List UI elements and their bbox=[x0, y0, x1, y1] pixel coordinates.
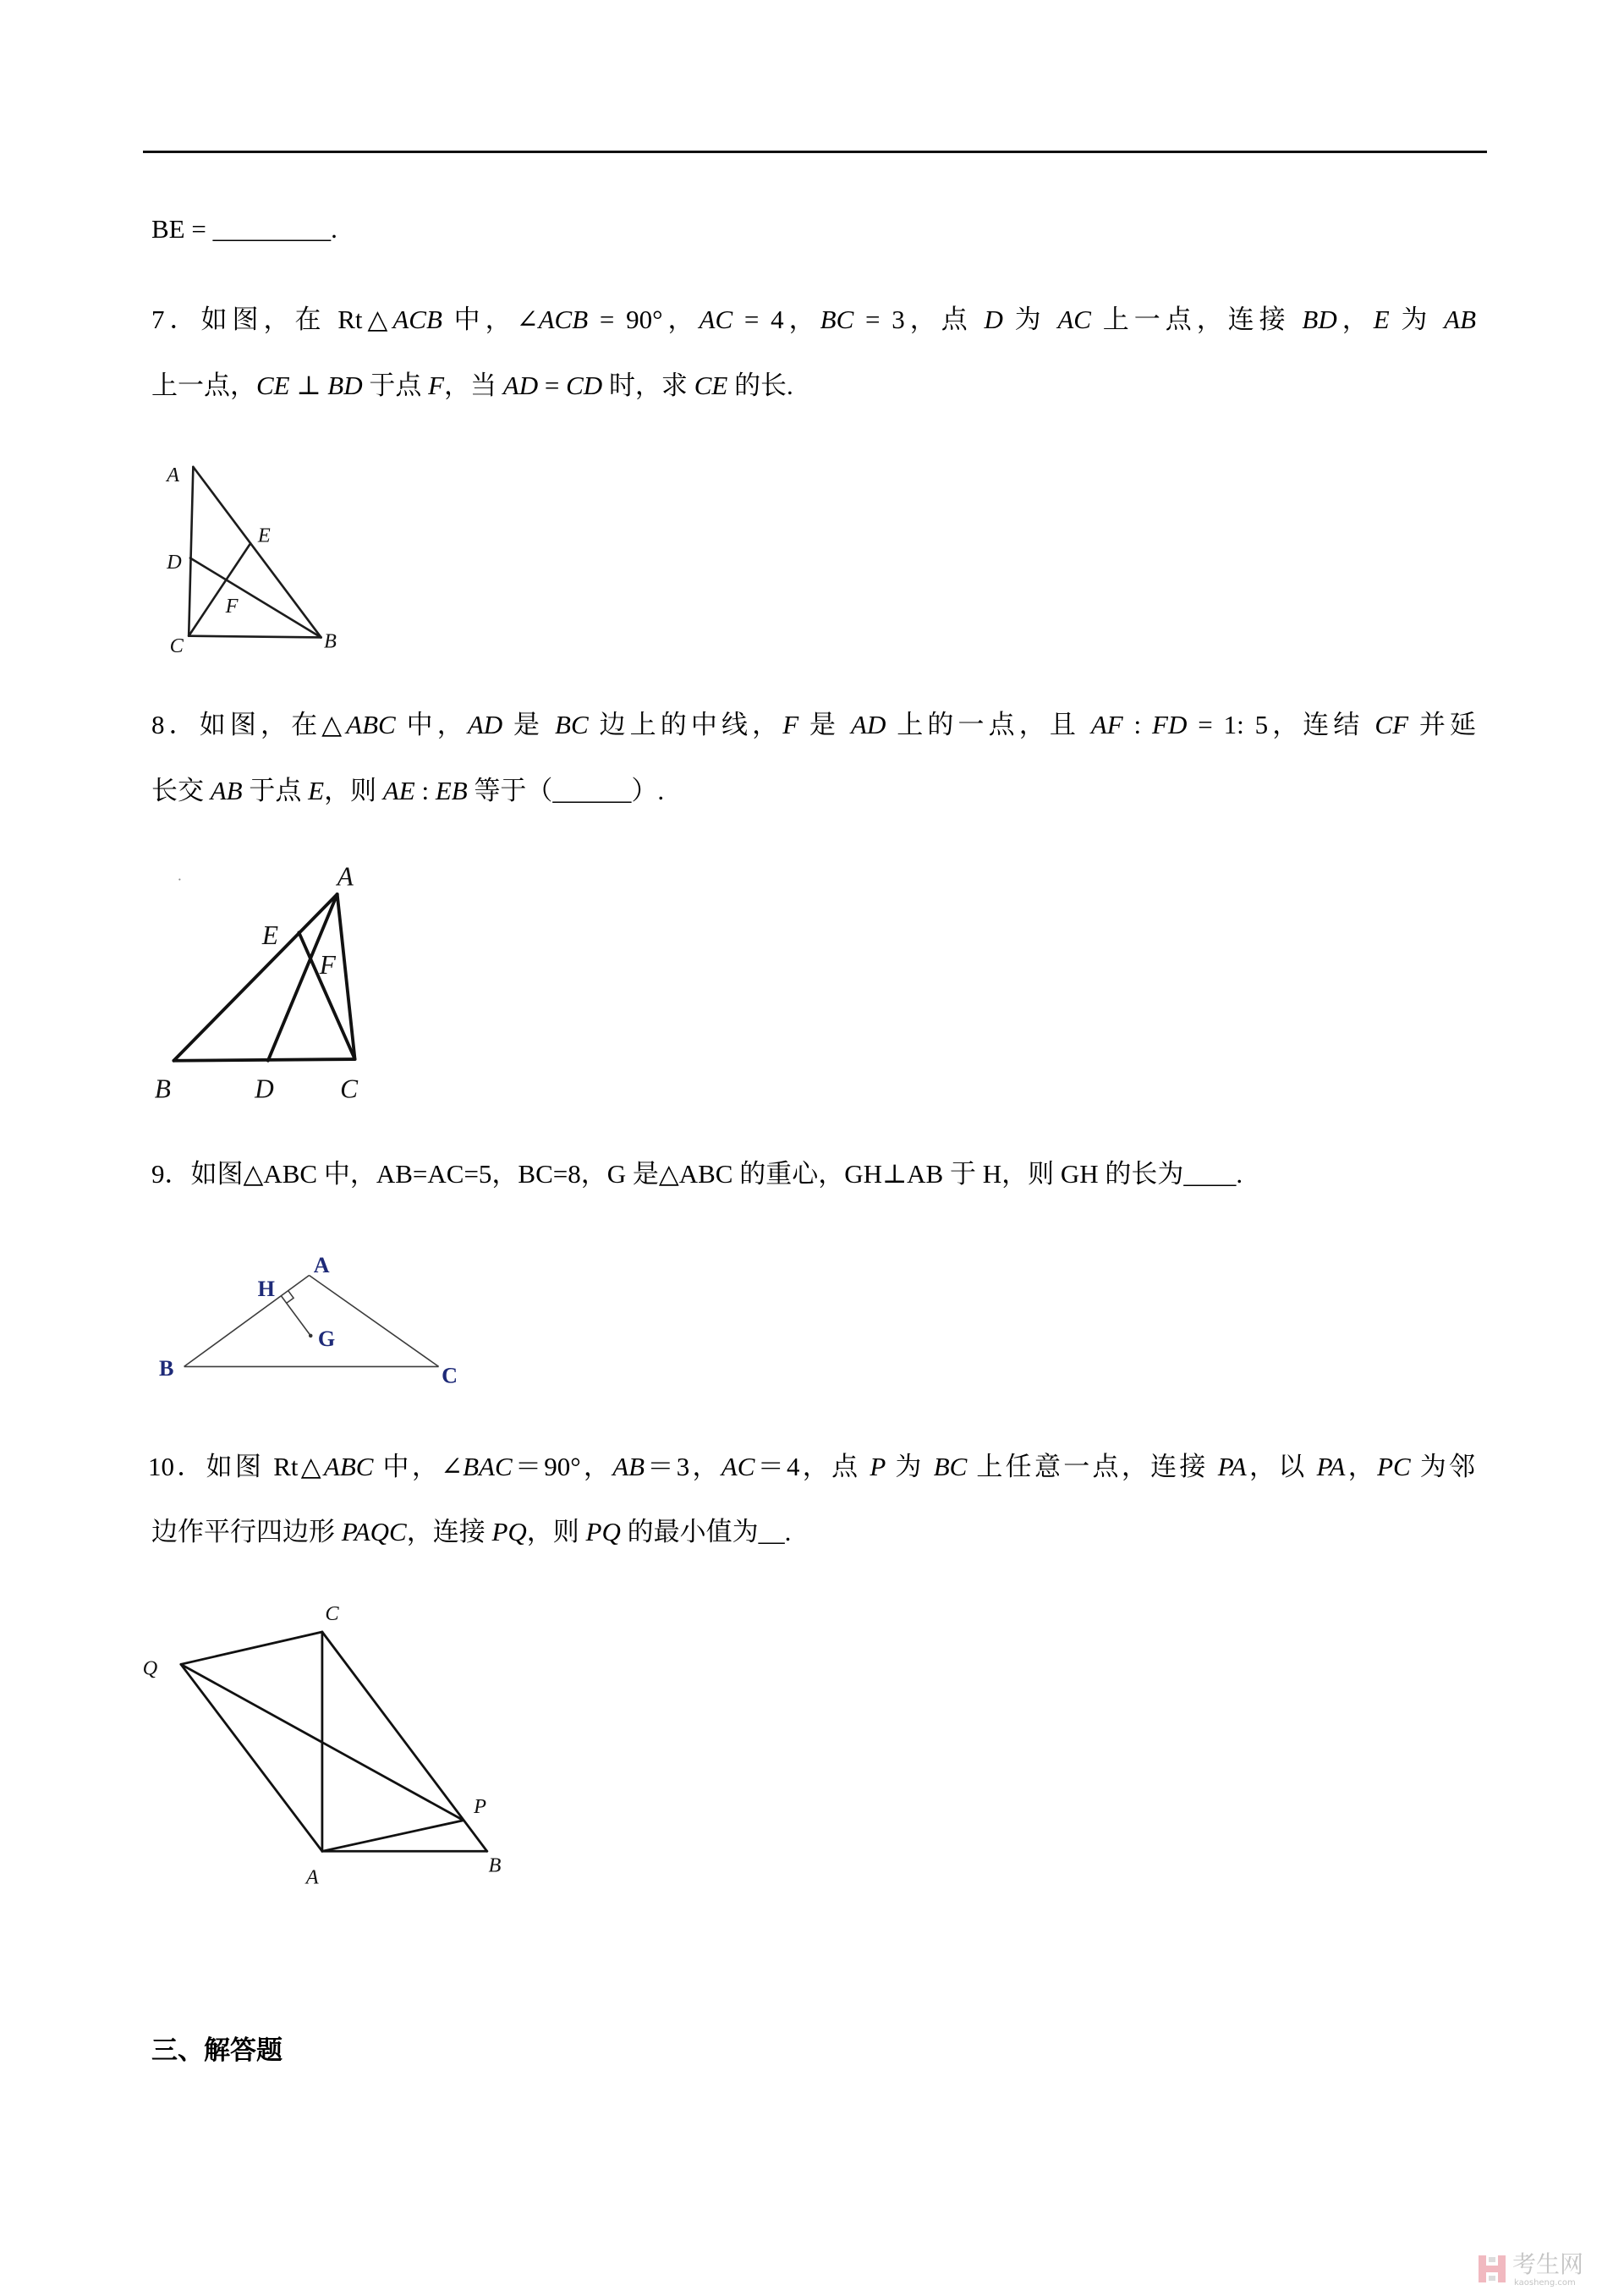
text-segment: 的最小值为__. bbox=[620, 1517, 792, 1546]
question-9-line-1 bbox=[151, 1158, 1243, 1190]
figure-label-q: Q bbox=[142, 1656, 158, 1680]
text-segment: ，以 bbox=[1246, 1452, 1317, 1481]
text-segment: 中， bbox=[395, 710, 468, 739]
text-segment: 上一点， bbox=[151, 371, 256, 400]
figure-label-b: B bbox=[159, 1355, 174, 1381]
math-variable: ACB bbox=[392, 305, 442, 334]
figure-label-a: A bbox=[167, 464, 179, 487]
question-10-line-1 bbox=[148, 1451, 1475, 1483]
figure-label-d: D bbox=[255, 1074, 274, 1104]
math-variable: D bbox=[984, 305, 1003, 334]
right-angle-marker bbox=[287, 1291, 294, 1304]
math-variable: AC bbox=[1057, 305, 1091, 334]
text-segment: 上任意一点，连接 bbox=[967, 1452, 1218, 1481]
math-variable: EB bbox=[435, 776, 468, 805]
math-variable: AB bbox=[210, 776, 243, 805]
text-segment: ， bbox=[1345, 1452, 1378, 1481]
figure-label-b: B bbox=[488, 1854, 502, 1877]
math-variable: ABC bbox=[346, 710, 396, 739]
text-segment: 的长. bbox=[727, 371, 793, 400]
math-variable: AB bbox=[612, 1452, 645, 1481]
figure-7-triangle bbox=[155, 449, 354, 662]
math-variable: BC bbox=[933, 1452, 968, 1481]
question-7-line-1 bbox=[151, 304, 1476, 336]
math-variable: E bbox=[1373, 305, 1390, 334]
text-segment: 7．如图，在 bbox=[151, 305, 338, 334]
figure-label-h: H bbox=[257, 1276, 275, 1301]
math-variable: PA bbox=[1316, 1452, 1346, 1481]
question-8-line-2 bbox=[151, 775, 664, 807]
text-segment: ， bbox=[1336, 305, 1374, 334]
text-segment: BE = _________. bbox=[151, 214, 337, 244]
text-segment: Rt△ bbox=[337, 305, 393, 334]
math-variable: P bbox=[870, 1452, 886, 1481]
segment-ab bbox=[173, 894, 337, 1061]
math-variable: CF bbox=[1374, 710, 1409, 739]
text-segment: 为 bbox=[886, 1452, 934, 1481]
math-variable: AB bbox=[1444, 305, 1477, 334]
question-10-line-2 bbox=[151, 1516, 791, 1548]
math-variable: AC bbox=[721, 1452, 755, 1481]
figure-label-p: P bbox=[474, 1795, 487, 1819]
figure-label-g: G bbox=[317, 1327, 336, 1352]
text-segment: ，则 bbox=[526, 1517, 586, 1546]
text-segment: 时，求 bbox=[602, 371, 694, 400]
math-variable: CE bbox=[694, 371, 728, 400]
previous-answer-line bbox=[151, 213, 337, 245]
figure-label-a: A bbox=[313, 1253, 330, 1278]
segment-bd bbox=[190, 558, 321, 638]
segment-qc bbox=[181, 1632, 322, 1664]
segment-ac bbox=[337, 894, 355, 1059]
text-segment: 等于（______）. bbox=[467, 776, 665, 805]
math-variable: BD bbox=[327, 371, 363, 400]
math-variable: ACB bbox=[538, 305, 589, 334]
text-segment: 为邻 bbox=[1410, 1452, 1476, 1481]
figure-label-d: D bbox=[167, 550, 182, 574]
text-segment: ＝90°， bbox=[512, 1452, 613, 1481]
math-variable: AC bbox=[699, 305, 733, 334]
math-variable: AD bbox=[502, 371, 539, 400]
math-variable: CE bbox=[256, 371, 290, 400]
text-segment: 上一点，连接 bbox=[1090, 305, 1303, 334]
text-segment: = bbox=[538, 371, 567, 400]
text-segment: 8．如图，在△ bbox=[151, 710, 347, 739]
figure-9-triangle bbox=[147, 1244, 471, 1392]
math-variable: BAC bbox=[463, 1452, 513, 1481]
text-segment: 是 bbox=[502, 710, 556, 739]
text-segment: 边上的中线， bbox=[588, 710, 783, 739]
figure-label-b: B bbox=[154, 1074, 171, 1104]
text-segment: 于点 bbox=[362, 371, 429, 400]
math-variable: PQ bbox=[491, 1517, 527, 1546]
segment-ab bbox=[184, 1276, 310, 1367]
question-7-line-2 bbox=[151, 370, 793, 402]
segment-cb bbox=[189, 636, 321, 638]
text-segment: = 1: 5，连结 bbox=[1187, 710, 1375, 739]
text-segment: : bbox=[1122, 710, 1153, 739]
figure-label-e: E bbox=[261, 920, 279, 951]
text-segment: 长交 bbox=[151, 776, 211, 805]
header-rule bbox=[143, 151, 1487, 153]
math-variable: PAQC bbox=[341, 1517, 407, 1546]
text-segment: ，当 bbox=[444, 371, 503, 400]
question-8-line-1 bbox=[151, 709, 1476, 741]
figure-8-triangle bbox=[147, 854, 376, 1105]
figure-label-c: C bbox=[169, 634, 184, 657]
figure-label-a: A bbox=[305, 1865, 319, 1889]
watermark-domain: kaosheng.com bbox=[1514, 2278, 1576, 2288]
segment-bc bbox=[173, 1059, 354, 1061]
segment-ac bbox=[189, 467, 193, 636]
math-variable: F bbox=[782, 710, 799, 739]
text-segment: 于点 bbox=[242, 776, 309, 805]
math-variable: BC bbox=[555, 710, 589, 739]
math-variable: AD bbox=[467, 710, 503, 739]
text-segment: 为 bbox=[1389, 305, 1445, 334]
watermark bbox=[1477, 2250, 1616, 2289]
text-segment: ，连接 bbox=[406, 1517, 492, 1546]
figure-10-parallelogram bbox=[140, 1598, 515, 1892]
text-segment: 是 bbox=[798, 710, 852, 739]
math-variable: BC bbox=[820, 305, 854, 334]
segment-qa bbox=[181, 1664, 322, 1851]
figure-label-a: A bbox=[337, 861, 354, 892]
figure-label-b: B bbox=[324, 629, 337, 653]
point-g bbox=[309, 1334, 313, 1338]
math-variable: PQ bbox=[585, 1517, 621, 1546]
math-variable: F bbox=[428, 371, 445, 400]
text-segment: 9．如图△ABC 中，AB=AC=5，BC=8，G 是△ABC 的重心，GH⊥AB 于 H，则 GH 的长为____. bbox=[151, 1159, 1243, 1189]
math-variable: CD bbox=[566, 371, 603, 400]
math-variable: ABC bbox=[323, 1452, 374, 1481]
text-segment: 中，∠ bbox=[442, 305, 539, 334]
math-variable: FD bbox=[1152, 710, 1188, 739]
math-variable: AE bbox=[382, 776, 415, 805]
section-heading: 三、解答题 bbox=[151, 2035, 283, 2065]
math-variable: AD bbox=[851, 710, 886, 739]
math-variable: E bbox=[308, 776, 325, 805]
math-variable: PC bbox=[1377, 1452, 1411, 1481]
figure-label-f: F bbox=[319, 950, 336, 980]
figure-label-c: C bbox=[325, 1602, 339, 1626]
text-segment: ＝4，点 bbox=[754, 1452, 870, 1481]
stray-dot bbox=[178, 879, 180, 881]
text-segment: 并延 bbox=[1408, 710, 1477, 739]
watermark-name: 考生网 bbox=[1512, 2250, 1584, 2278]
text-segment: = 90°， bbox=[588, 305, 700, 334]
figure-label-f: F bbox=[225, 594, 239, 618]
segment-gh bbox=[281, 1296, 310, 1336]
text-segment: 上的一点，且 bbox=[886, 710, 1091, 739]
text-segment: 边作平行四边形 bbox=[151, 1517, 342, 1546]
figure-label-e: E bbox=[257, 524, 271, 547]
text-segment: 为 bbox=[1002, 305, 1058, 334]
segment-ac bbox=[310, 1276, 439, 1367]
text-segment: = 3，点 bbox=[853, 305, 985, 334]
text-segment: = 4， bbox=[732, 305, 820, 334]
kaosheng-logo-icon bbox=[1477, 2254, 1507, 2284]
text-segment: ⊥ bbox=[289, 371, 328, 400]
text-segment: : bbox=[414, 776, 436, 805]
text-segment: 10．如图 Rt△ bbox=[148, 1452, 324, 1481]
figure-label-c: C bbox=[340, 1074, 359, 1104]
text-segment: ＝3， bbox=[645, 1452, 721, 1481]
text-segment: 中，∠ bbox=[373, 1452, 464, 1481]
segment-ab bbox=[193, 467, 321, 638]
math-variable: AF bbox=[1090, 710, 1123, 739]
segment-ap bbox=[322, 1821, 464, 1852]
math-variable: BD bbox=[1302, 305, 1337, 334]
text-segment: ，则 bbox=[324, 776, 383, 805]
math-variable: PA bbox=[1217, 1452, 1247, 1481]
figure-label-c: C bbox=[442, 1363, 458, 1388]
